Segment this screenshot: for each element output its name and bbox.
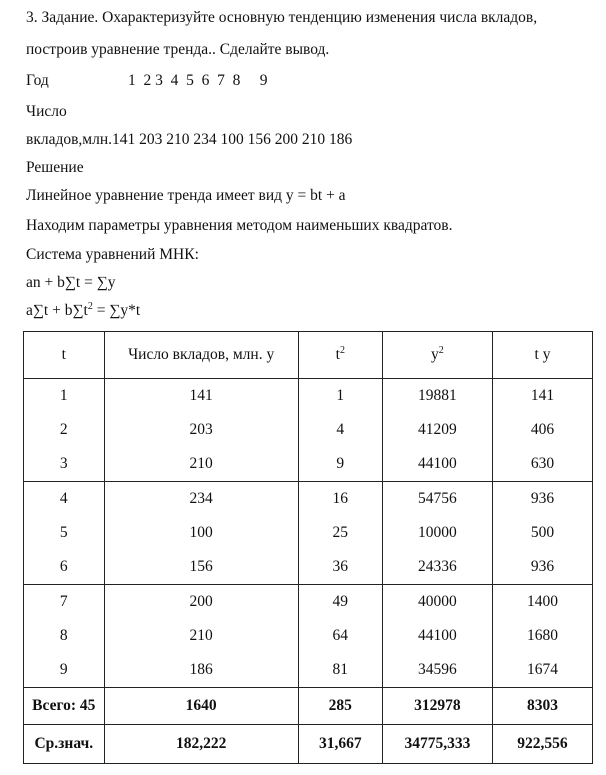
table-row — [24, 585, 593, 620]
header-y: Число вкладов, млн. y — [104, 332, 298, 379]
cell-t: 9 — [24, 653, 105, 688]
cell-t-squared: 1 — [298, 379, 382, 414]
header-t: t — [24, 332, 105, 379]
system-title: Система уравнений МНК: — [26, 246, 199, 263]
cell-y: 100 — [104, 516, 298, 550]
cell-t: 2 — [24, 413, 105, 447]
year-label: Год — [26, 72, 49, 89]
equation-2-right: = ∑y*t — [92, 302, 141, 319]
table-row — [24, 447, 593, 482]
cell-y-squared: 40000 — [382, 585, 492, 620]
cell-y-squared: 10000 — [382, 516, 492, 550]
calculation-table — [23, 331, 593, 764]
table-row — [24, 516, 593, 550]
cell-y: 210 — [104, 447, 298, 482]
cell-y-squared: 24336 — [382, 550, 492, 585]
table-header-row — [24, 332, 593, 379]
cell-t-squared: 9 — [298, 447, 382, 482]
cell-t: Ср.знач. — [24, 725, 105, 764]
table-row — [24, 653, 593, 688]
cell-t-squared: 4 — [298, 413, 382, 447]
cell-t: 5 — [24, 516, 105, 550]
cell-t-squared: 16 — [298, 482, 382, 517]
cell-y-squared: 19881 — [382, 379, 492, 414]
cell-t-squared: 36 — [298, 550, 382, 585]
cell-y-squared: 41209 — [382, 413, 492, 447]
linear-form-line: Линейное уравнение тренда имеет вид y = bt + a — [26, 187, 346, 204]
cell-t: 8 — [24, 619, 105, 653]
solution-heading: Решение — [26, 159, 84, 176]
cell-y: 210 — [104, 619, 298, 653]
equation-2-exponent: 2 — [87, 300, 93, 312]
cell-t-squared: 31,667 — [298, 725, 382, 764]
cell-ty: 1674 — [492, 653, 592, 688]
header-t2-exponent: 2 — [339, 344, 345, 356]
cell-ty: 936 — [492, 550, 592, 585]
header-y2-base: y — [431, 346, 439, 363]
cell-ty: 406 — [530, 421, 555, 438]
cell-y: 156 — [104, 550, 298, 585]
table-row — [24, 379, 593, 414]
cell-t: 1 — [24, 379, 105, 414]
cell-t: 7 — [24, 585, 105, 620]
year-values: 1 2 3 4 5 6 7 8 9 — [128, 72, 268, 89]
deposits-line: вкладов,млн.141 203 210 234 100 156 200 210 186 — [26, 131, 353, 148]
cell-y-squared: 312978 — [382, 688, 492, 725]
count-label: Число — [26, 103, 67, 120]
cell-y: 203 — [104, 413, 298, 447]
cell-t-squared: 49 — [298, 585, 382, 620]
header-t-squared — [298, 332, 382, 379]
cell-t-squared: 64 — [298, 619, 382, 653]
total-row — [24, 688, 593, 725]
task-line-2: построив уравнение тренда.. Сделайте вывод. — [26, 41, 330, 58]
method-line: Находим параметры уравнения методом наименьших квадратов. — [26, 217, 453, 234]
cell-y-squared: 44100 — [382, 619, 492, 653]
cell-y: 141 — [104, 379, 298, 414]
average-row — [24, 725, 593, 764]
cell-y: 186 — [104, 653, 298, 688]
header-ty: t y — [492, 332, 592, 379]
cell-ty: 8303 — [492, 688, 592, 725]
cell-y: 234 — [104, 482, 298, 517]
cell-t-squared: 285 — [298, 688, 382, 725]
table-row — [24, 550, 593, 585]
header-y-squared — [382, 332, 492, 379]
equation-2 — [26, 301, 140, 321]
cell-y: 182,222 — [104, 725, 298, 764]
cell-t: 3 — [24, 447, 105, 482]
cell-y-squared: 34596 — [382, 653, 492, 688]
table-row — [24, 482, 593, 517]
header-t2-base: t — [335, 346, 340, 363]
cell-y: 200 — [104, 585, 298, 620]
cell-y-squared: 54756 — [382, 482, 492, 517]
cell-ty: 500 — [530, 524, 555, 541]
cell-ty: 936 — [530, 490, 555, 507]
cell-ty: 922,556 — [517, 735, 568, 752]
cell-y: 1640 — [104, 688, 298, 725]
equation-1: an + b∑t = ∑y — [26, 274, 116, 291]
cell-ty: 141 — [530, 387, 555, 404]
cell-t-squared: 25 — [298, 516, 382, 550]
cell-t: 6 — [24, 550, 105, 585]
task-line-1: 3. Задание. Охарактеризуйте основную тенденцию изменения числа вкладов, — [26, 9, 538, 26]
year-row — [26, 71, 426, 91]
cell-t: 4 — [24, 482, 105, 517]
cell-y-squared: 34775,333 — [382, 725, 492, 764]
cell-ty: 1400 — [526, 593, 558, 610]
cell-y-squared: 44100 — [382, 447, 492, 482]
cell-t-squared: 81 — [298, 653, 382, 688]
cell-t: Всего: 45 — [24, 688, 105, 725]
cell-ty: 1680 — [526, 627, 558, 644]
cell-ty: 630 — [492, 447, 592, 482]
equation-2-left: a∑t + b∑t — [26, 302, 88, 319]
header-y2-exponent: 2 — [438, 344, 444, 356]
table-row — [24, 413, 593, 447]
table-row — [24, 619, 593, 653]
